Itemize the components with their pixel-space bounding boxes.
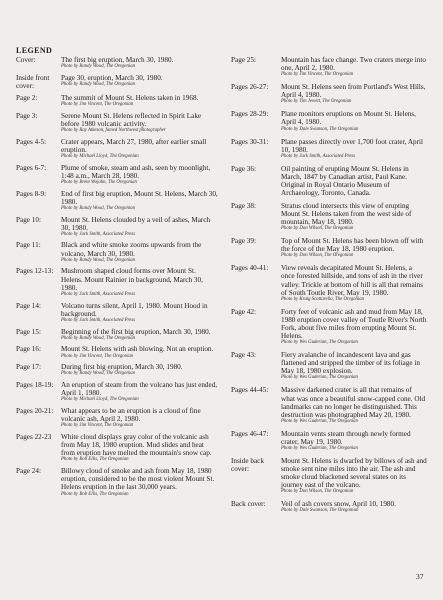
page-label: Pages 22-23 <box>16 433 52 442</box>
caption-body <box>281 110 427 132</box>
caption-entry <box>231 83 427 105</box>
caption-text: Black and white smoke zooms upwards from the volcano, March 30, 1980. <box>61 241 202 258</box>
caption-entry <box>16 363 219 377</box>
photo-credit: Photo by Dale Swanson, The Oregonian <box>281 508 359 514</box>
page-label: Pages 40-41: <box>231 264 269 273</box>
photo-credit: Photo by Jack Smith, Associated Press <box>61 291 136 297</box>
caption-body <box>61 328 219 342</box>
photo-credit: Photo by Jack Smith, Associated Press <box>61 317 136 323</box>
caption-text: Plane passes directly over 1,700 foot crater, April 10, 1980. <box>281 137 424 154</box>
caption-entry <box>16 94 219 108</box>
page-label: Page 39: <box>231 237 256 246</box>
caption-text: Top of Mount St. Helens has been blown off with the force of the May 18, 1980 eruption. <box>281 237 424 254</box>
photo-credit: Photo by Brent Wojahn, The Oregonian <box>61 179 137 185</box>
photo-credit: Photo by Jack Smith, Associated Press <box>281 153 356 159</box>
caption-text: Serene Mount St. Helens reflected in Spirit Lake before 1980 volcanic activity. <box>61 111 202 128</box>
page-label: Pages 26-27: <box>231 83 269 92</box>
caption-body <box>61 467 219 497</box>
caption-text: Plume of smoke, steam and ash, seen by moonlight, 1:48 a.m., March 28, 1980. <box>61 163 211 180</box>
caption-entry <box>231 110 427 132</box>
caption-text: Beginning of the first big eruption, March 30, 1980. <box>61 327 211 336</box>
caption-text: The summit of Mount St. Helens taken in 1968. <box>61 93 199 102</box>
caption-text: Forty feet of volcanic ash and mud from May 18, 1980 eruption cover valley of Toutle River's North Fork, about five miles from erupting Mount St. Helens. <box>281 307 427 341</box>
page-label: Page 38: <box>231 201 256 210</box>
page-label: Page 3: <box>16 111 38 120</box>
caption-entry <box>16 56 219 70</box>
caption-body <box>281 457 427 496</box>
caption-entry <box>231 386 427 425</box>
caption-text: What appears to be an eruption is a cloud of fine volcanic ash, April 2, 1980. <box>61 407 201 424</box>
caption-text: During first big eruption, March 30, 1980. <box>61 363 183 372</box>
caption-text: Mushroom shaped cloud forms over Mount St. Helens. Mount Rainier in background, March 30, 1980. <box>61 267 203 292</box>
photo-credit: Photo by Randy Wood, The Oregonian <box>61 257 135 263</box>
caption-body <box>61 190 219 212</box>
caption-body <box>281 351 427 381</box>
photo-credit: Photo by Michael Lloyd, The Oregonian <box>61 153 139 159</box>
caption-body <box>61 407 219 429</box>
photo-credit: Photo by Jim Vincent, The Oregonian <box>281 72 354 78</box>
page-label: Back cover: <box>231 500 266 509</box>
caption-text: The first big eruption, March 30, 1980. <box>61 56 174 64</box>
photo-credit: Photo by Wes Guderian, The Oregonian <box>281 445 358 451</box>
caption-entry <box>16 381 219 403</box>
photo-credit: Photo by Don Wilson, The Oregonian <box>281 253 354 259</box>
page-label: Page 36: <box>231 164 256 173</box>
caption-text: Oil painting of erupting Mount St. Helens in March, 1847 by Canadian artist, Paul Kane. Original in Royal Ontario Museum of Archaeology, Toronto, Canada. <box>281 164 409 198</box>
caption-entry <box>16 345 219 359</box>
photo-credit: Photo by Don Wilson, The Oregonian <box>281 489 354 495</box>
caption-text: Mount St. Helens with ash blowing. Not an eruption. <box>61 345 214 354</box>
caption-text: Crater appears, March 27, 1980, after earlier small eruption. <box>61 137 207 154</box>
page-number: 37 <box>416 572 424 581</box>
page-label: Pages 12-13: <box>16 267 54 276</box>
caption-entry <box>231 202 427 232</box>
caption-entry <box>231 351 427 381</box>
page-label: Page 11: <box>16 241 41 250</box>
page-label: Pages 4-5: <box>16 137 47 146</box>
caption-entry <box>231 56 427 78</box>
caption-text: White cloud displays gray color of the volcanic ash from May 18, 1980 eruption. Mud slides and heat from eruption have melted the mountain's snow cap. <box>61 433 212 458</box>
page-label: Page 42: <box>231 307 256 316</box>
caption-body <box>61 112 219 134</box>
caption-entry <box>231 430 427 452</box>
photo-credit: Photo by Randy Wood, The Oregonian <box>61 335 135 341</box>
caption-entry <box>16 407 219 429</box>
page-label: Pages 46-47: <box>231 429 269 438</box>
caption-entry <box>16 190 219 212</box>
photo-credit: Photo by Kraig Scattarella, The Oregonian <box>281 296 365 302</box>
caption-entry <box>231 457 427 496</box>
photo-credit: Photo by Bob Ellis, The Oregonian <box>61 457 129 463</box>
photo-credit: Photo by Tim Jewett, The Oregonian <box>281 99 352 105</box>
caption-body <box>281 83 427 105</box>
page-label: Pages 20-21: <box>16 407 54 416</box>
caption-entry <box>16 216 219 238</box>
caption-entry <box>16 112 219 134</box>
caption-text: Fiery avalanche of incandescent lava and gas flattened and stripped the timber of its foliage in May 18, 1980 explosion. <box>281 351 420 376</box>
caption-entry <box>16 241 219 263</box>
caption-body <box>281 308 427 347</box>
caption-body <box>61 56 219 70</box>
caption-text: View reveals decapitated Mount St. Helens, a once forested hillside, and tons of ash in the river valley. Trickle at bottom of hill is all that remains of South Toutle River, May 19, 1980. <box>281 264 424 297</box>
page-label: Page 16: <box>16 345 41 354</box>
caption-entry <box>16 138 219 160</box>
page-label: Page 15: <box>16 327 41 336</box>
caption-entry <box>16 467 219 497</box>
caption-body <box>61 74 219 90</box>
page-label: Page 25: <box>231 56 256 64</box>
caption-entry <box>231 138 427 160</box>
caption-entry <box>16 433 219 463</box>
page-label: Page 2: <box>16 93 38 102</box>
caption-text: Mount St. Helens clouded by a veil of ashes, March 30, 1980. <box>61 215 211 232</box>
page-label: Pages 28-29: <box>231 110 269 119</box>
caption-body <box>61 345 219 359</box>
caption-text: Mountain vents steam through newly formed crater, May 19, 1980. <box>281 429 411 446</box>
caption-body <box>61 164 219 186</box>
page-label: Inside front cover: <box>16 73 50 90</box>
photo-credit: Photo by Don Wilson, The Oregonian <box>281 226 354 232</box>
caption-text: Volcano turns silent, April 1, 1980. Mount Hood in background. <box>61 301 208 318</box>
page-label: Page 24: <box>16 467 41 476</box>
caption-body <box>61 381 219 403</box>
page-label: Pages 44-45: <box>231 386 269 395</box>
photo-credit: Photo by Jack Smith, Associated Press <box>61 231 136 237</box>
page-label: Pages 6-7: <box>16 163 47 172</box>
caption-entry <box>231 237 427 259</box>
caption-entry <box>231 165 427 197</box>
caption-body <box>281 202 427 232</box>
caption-body <box>61 302 219 324</box>
photo-credit: Photo by Randy Wood, The Oregonian <box>61 205 135 211</box>
photo-credit: Photo by Wes Guderian, The Oregonian <box>281 418 358 424</box>
caption-text: Plane monitors eruptions on Mount St. Helens, April 4, 1980. <box>281 110 416 127</box>
caption-body <box>61 433 219 463</box>
caption-entry <box>16 74 219 90</box>
photo-credit: Photo by Randy Wood, The Oregonian <box>61 81 135 87</box>
caption-body <box>61 363 219 377</box>
page-label: Pages 18-19: <box>16 381 54 390</box>
caption-body <box>281 500 427 514</box>
caption-entry <box>16 328 219 342</box>
photo-credit: Photo by Ray Atkeson, famed Northwest photographer <box>61 127 166 133</box>
caption-body <box>61 138 219 160</box>
page-label: Cover: <box>16 56 36 64</box>
photo-credit: Photo by Jim Vincent, The Oregonian <box>61 353 134 359</box>
caption-entry <box>231 500 427 514</box>
caption-body <box>281 237 427 259</box>
caption-body <box>281 430 427 452</box>
caption-text: Mountain has face change. Two craters merge into one, April 2, 1980. <box>281 56 426 73</box>
caption-body <box>61 267 219 297</box>
caption-text: Page 30, eruption, March 30, 1980. <box>61 73 163 82</box>
caption-body <box>61 241 219 263</box>
caption-body <box>61 216 219 238</box>
caption-body <box>281 386 427 425</box>
left-column <box>16 56 219 501</box>
page-label: Page 10: <box>16 215 41 224</box>
caption-text: Billowy cloud of smoke and ash from May 18, 1980 eruption, considered to be the most violent Mount St. Helens eruption in the last 30,000 years. <box>61 467 215 492</box>
page-label: Pages 8-9: <box>16 189 47 198</box>
caption-text: Veil of ash covers snow, April 10, 1980. <box>281 500 396 509</box>
caption-entry <box>16 302 219 324</box>
caption-text: Massive darkened crater is all that remains of what was once a beautiful snow-capped cone. Old landmarks can no longer be distinguished. This destruction was photographed May 20, 1980. <box>281 386 426 419</box>
caption-entry <box>231 308 427 347</box>
legend-heading: LEGEND <box>16 46 53 55</box>
photo-credit: Photo by Jim Vincent, The Oregonian <box>61 423 134 429</box>
page-label: Page 14: <box>16 301 41 310</box>
caption-entry <box>16 267 219 297</box>
photo-credit: Photo by Dale Swanson, The Oregonian <box>281 126 359 132</box>
photo-credit: Photo by Bob Ellis, The Oregonian <box>61 491 129 497</box>
caption-entry <box>16 164 219 186</box>
caption-body <box>281 56 427 78</box>
caption-text: End of first big eruption, Mount St. Helens, March 30, 1980. <box>61 189 218 206</box>
caption-body <box>281 264 427 303</box>
caption-text: Mount St. Helens seen from Portland's West Hills, April 4, 1980. <box>281 83 426 100</box>
right-column <box>231 56 427 519</box>
caption-text: Stratus cloud intersects this view of erupting Mount St. Helens taken from the west side of mountain, May 18, 1980. <box>281 201 412 227</box>
page-label: Pages 30-31: <box>231 137 269 146</box>
caption-entry <box>231 264 427 303</box>
page-label: Page 43: <box>231 351 256 360</box>
page-label: Page 17: <box>16 363 41 372</box>
photo-credit: Photo by Jim Vincent, The Oregonian <box>61 101 134 107</box>
caption-text: Mount St. Helens is dwarfed by billows of ash and smoke sent nine miles into the air. The ash and smoke cloud blackened several states on its journey east of the volcano. <box>281 456 427 490</box>
caption-text: An eruption of steam from the volcano has just ended, April 1, 1980. <box>61 381 218 398</box>
photo-credit: Photo by Randy Wood, The Oregonian <box>61 371 135 377</box>
caption-body <box>281 165 427 197</box>
photo-credit: Photo by Wes Guderian, The Oregonian <box>281 340 358 346</box>
page-label: Inside back cover: <box>231 456 264 474</box>
photo-credit: Photo by Randy Wood, The Oregonian <box>61 64 135 70</box>
photo-credit: Photo by Michael Lloyd, The Oregonian <box>61 397 139 403</box>
photo-credit: Photo by Wes Guderian, The Oregonian <box>281 375 358 381</box>
caption-body <box>281 138 427 160</box>
caption-body <box>61 94 219 108</box>
